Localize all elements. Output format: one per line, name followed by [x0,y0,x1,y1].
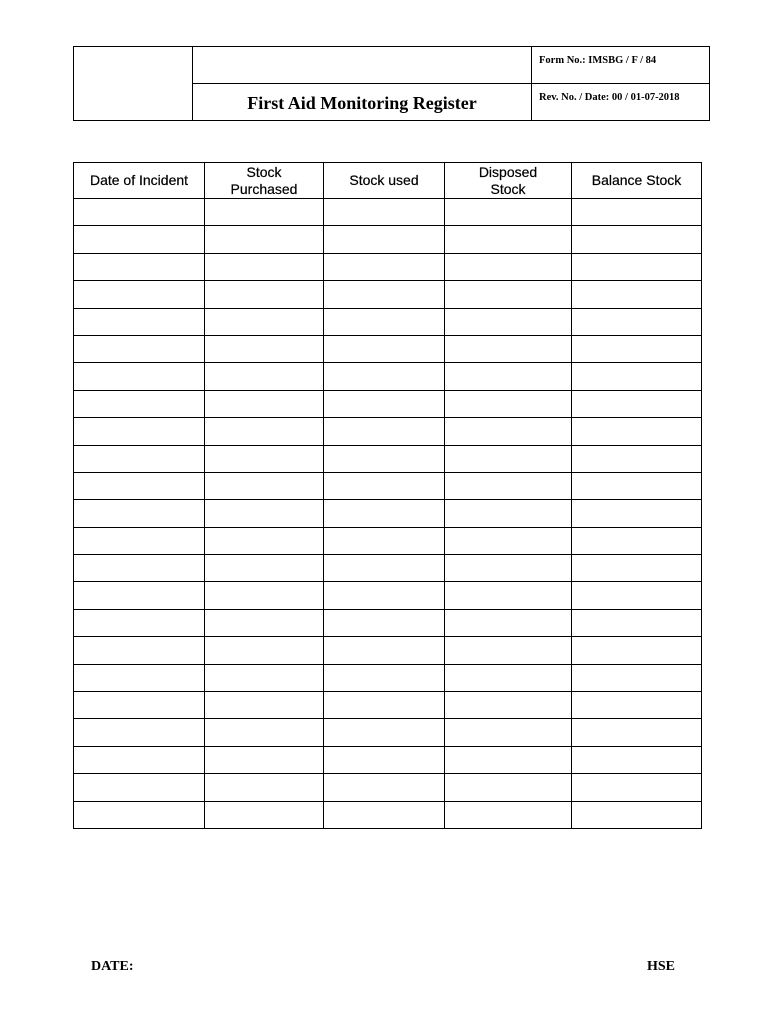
table-cell[interactable] [205,609,324,636]
table-cell[interactable] [324,199,445,226]
table-row [74,199,702,226]
table-cell[interactable] [324,308,445,335]
hse-signature-label: HSE [647,959,676,974]
table-cell[interactable] [445,253,572,280]
column-header-balance-stock: Balance Stock [572,163,702,199]
table-cell[interactable] [205,527,324,554]
table-cell[interactable] [205,226,324,253]
table-cell[interactable] [74,390,205,417]
table-cell[interactable] [74,199,205,226]
column-header-disposed-stock: Disposed Stock [445,163,572,199]
table-cell[interactable] [445,418,572,445]
table-cell[interactable] [572,582,702,609]
table-cell[interactable] [324,363,445,390]
table-cell[interactable] [324,692,445,719]
table-row [74,253,702,280]
table-cell[interactable] [74,555,205,582]
table-cell[interactable] [74,692,205,719]
table-cell[interactable] [205,445,324,472]
table-row [74,609,702,636]
table-cell[interactable] [572,335,702,362]
table-cell[interactable] [572,637,702,664]
table-row [74,746,702,773]
table-cell[interactable] [572,308,702,335]
table-cell[interactable] [74,774,205,801]
table-cell[interactable] [445,664,572,691]
table-cell[interactable] [445,801,572,828]
column-header-date-of-incident: Date of Incident [74,163,205,199]
table-cell[interactable] [324,390,445,417]
table-cell[interactable] [74,664,205,691]
table-cell[interactable] [572,500,702,527]
table-cell[interactable] [445,637,572,664]
table-cell[interactable] [324,445,445,472]
table-cell[interactable] [205,390,324,417]
revision-date: Rev. No. / Date: 00 / 01-07-2018 [532,84,710,121]
form-number: Form No.: IMSBG / F / 84 [532,47,710,84]
table-row [74,719,702,746]
header-blank-cell [193,47,532,84]
table-cell[interactable] [572,199,702,226]
table-cell[interactable] [572,719,702,746]
column-header-stock-purchased: Stock Purchased [205,163,324,199]
table-cell[interactable] [572,555,702,582]
table-cell[interactable] [572,472,702,499]
table-cell[interactable] [205,253,324,280]
column-header-stock-used: Stock used [324,163,445,199]
table-cell[interactable] [572,664,702,691]
table-cell[interactable] [572,253,702,280]
table-cell[interactable] [445,609,572,636]
table-header-row [74,163,702,199]
table-cell[interactable] [74,609,205,636]
table-row [74,335,702,362]
table-row [74,445,702,472]
table-cell[interactable] [205,582,324,609]
table-row [74,363,702,390]
table-cell[interactable] [572,445,702,472]
table-cell[interactable] [445,390,572,417]
table-cell[interactable] [205,199,324,226]
table-cell[interactable] [445,500,572,527]
table-cell[interactable] [74,637,205,664]
table-cell[interactable] [324,582,445,609]
table-cell[interactable] [205,746,324,773]
table-cell[interactable] [205,418,324,445]
table-cell[interactable] [74,472,205,499]
register-table [73,162,702,829]
table-cell[interactable] [445,692,572,719]
table-cell[interactable] [74,527,205,554]
table-cell[interactable] [324,637,445,664]
table-cell[interactable] [324,527,445,554]
table-cell[interactable] [572,418,702,445]
table-cell[interactable] [324,664,445,691]
table-cell[interactable] [445,719,572,746]
table-row [74,664,702,691]
table-cell[interactable] [572,801,702,828]
table-row [74,500,702,527]
table-row [74,582,702,609]
table-cell[interactable] [205,281,324,308]
table-cell[interactable] [572,746,702,773]
table-cell[interactable] [205,801,324,828]
table-cell[interactable] [74,582,205,609]
table-cell[interactable] [445,226,572,253]
table-cell[interactable] [445,281,572,308]
table-cell[interactable] [324,801,445,828]
table-row [74,692,702,719]
table-row [74,390,702,417]
table-cell[interactable] [572,281,702,308]
table-cell[interactable] [205,308,324,335]
table-cell[interactable] [205,500,324,527]
table-row [74,801,702,828]
table-cell[interactable] [324,281,445,308]
table-cell[interactable] [205,472,324,499]
register-body [74,199,702,829]
table-cell[interactable] [445,308,572,335]
table-cell[interactable] [324,555,445,582]
table-cell[interactable] [74,363,205,390]
table-cell[interactable] [324,253,445,280]
table-cell[interactable] [205,363,324,390]
table-cell[interactable] [324,609,445,636]
table-cell[interactable] [74,308,205,335]
table-cell[interactable] [572,609,702,636]
table-cell[interactable] [205,719,324,746]
table-cell[interactable] [324,418,445,445]
table-cell[interactable] [74,801,205,828]
table-row [74,774,702,801]
table-cell[interactable] [74,418,205,445]
table-cell[interactable] [445,774,572,801]
table-cell[interactable] [324,774,445,801]
table-row [74,281,702,308]
table-cell[interactable] [445,527,572,554]
table-cell[interactable] [445,363,572,390]
table-cell[interactable] [205,692,324,719]
table-row [74,472,702,499]
table-row [74,308,702,335]
table-cell[interactable] [205,335,324,362]
table-cell[interactable] [324,335,445,362]
form-header [73,46,710,121]
table-cell[interactable] [74,746,205,773]
logo-area [74,47,193,121]
table-cell[interactable] [445,472,572,499]
date-label: DATE: [91,959,134,974]
table-cell[interactable] [74,719,205,746]
table-cell[interactable] [74,500,205,527]
table-cell[interactable] [572,774,702,801]
table-row [74,226,702,253]
page-title: First Aid Monitoring Register [193,84,532,121]
table-cell[interactable] [324,472,445,499]
table-cell[interactable] [74,335,205,362]
table-cell[interactable] [445,445,572,472]
table-cell[interactable] [572,527,702,554]
table-row [74,555,702,582]
table-cell[interactable] [445,746,572,773]
table-cell[interactable] [205,664,324,691]
table-cell[interactable] [324,500,445,527]
table-cell[interactable] [572,692,702,719]
table-cell[interactable] [445,582,572,609]
table-cell[interactable] [205,555,324,582]
table-cell[interactable] [445,335,572,362]
table-cell[interactable] [324,746,445,773]
table-row [74,637,702,664]
table-cell[interactable] [74,226,205,253]
table-cell[interactable] [445,555,572,582]
table-cell[interactable] [572,363,702,390]
table-row [74,527,702,554]
table-cell[interactable] [74,445,205,472]
table-cell[interactable] [74,281,205,308]
table-cell[interactable] [324,719,445,746]
table-row [74,418,702,445]
table-cell[interactable] [205,637,324,664]
table-cell[interactable] [572,390,702,417]
table-cell[interactable] [205,774,324,801]
table-cell[interactable] [572,226,702,253]
table-cell[interactable] [445,199,572,226]
table-cell[interactable] [324,226,445,253]
table-cell[interactable] [74,253,205,280]
